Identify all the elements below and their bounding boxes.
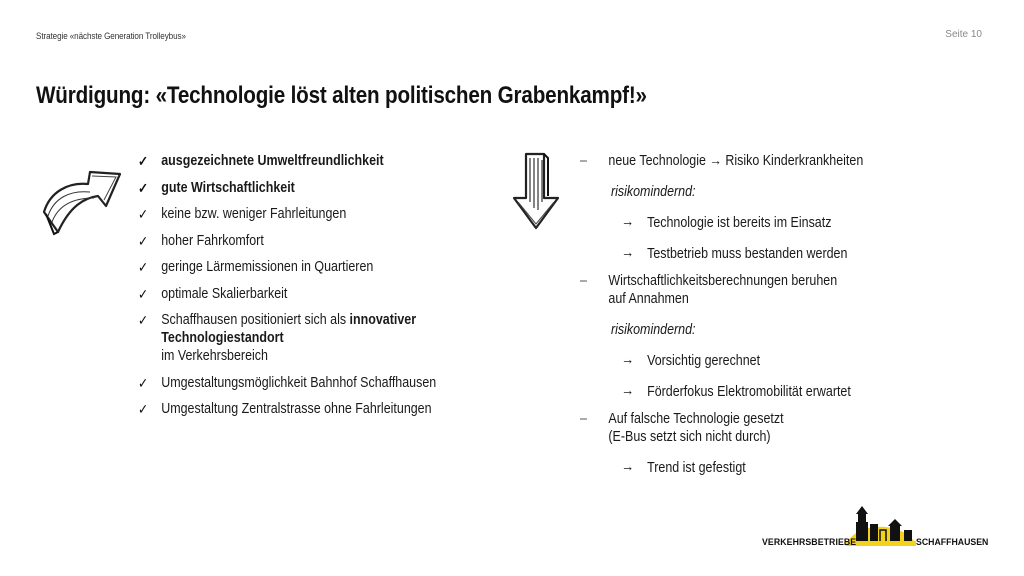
arrow-down-icon [506,150,566,232]
check-icon: ✓ [138,259,149,275]
list-item: ✓ gute Wirtschaftlichkeit [138,179,295,196]
slide-title: Würdigung: «Technologie löst alten politischen Grabenkampf!» [36,82,647,109]
arrow-right-icon: → [621,351,635,368]
risks-list [580,152,920,477]
check-icon: ✓ [138,206,149,222]
risk-item: – Auf falsche Technologie gesetzt (E-Bus setzt sich nicht durch) [580,411,784,445]
risk-item: – Wirtschaftlichkeitsberechnungen beruhen auf Annahmen [580,273,838,307]
list-item: ✓ geringe Lärmemissionen in Quartieren [138,259,374,275]
mitigation-item: → Trend ist gefestigt [621,458,746,476]
mitigation-item: → Vorsichtig gerechnet [621,351,761,369]
list-item: ✓ Umgestaltung Zentralstrasse ohne Fahrleitungen [138,401,432,417]
check-icon: ✓ [138,401,149,417]
mitigation-item: → Förderfokus Elektromobilität erwartet [621,382,851,400]
check-icon: ✓ [138,374,149,391]
mitigation-item: → Testbetrieb muss bestanden werden [621,244,848,262]
arrow-right-icon: → [621,458,635,475]
list-item: ✓ hoher Fahrkomfort [138,232,264,249]
mitigation-item: → Technologie ist bereits im Einsatz [621,213,832,231]
arrow-right-icon: → [621,382,635,399]
arrow-right-icon: → [621,213,635,230]
list-item: ✓ Umgestaltungsmöglichkeit Bahnhof Schaffhausen [138,374,437,391]
check-icon: ✓ [138,232,149,249]
check-icon: ✓ [138,153,149,169]
list-item: ✓ Schaffhausen positioniert sich als innovativer Technologiestandort im Verkehrsbereich [138,312,417,364]
arrow-right-icon: → [621,244,635,261]
advantages-list [138,152,498,427]
risk-item: – neue Technologie → Risiko Kinderkrankheiten [580,153,864,169]
list-item: ✓ keine bzw. weniger Fahrleitungen [138,206,347,222]
check-icon: ✓ [138,179,149,196]
logo-text-left: VERKEHRSBETRIEBE [762,537,857,548]
page-number: Seite 10 [945,29,982,40]
list-item: ✓ ausgezeichnete Umweltfreundlichkeit [138,153,384,169]
arrow-up-icon [40,152,136,240]
list-item: ✓ optimale Skalierbarkeit [138,285,288,302]
check-icon: ✓ [138,312,149,328]
risk-note: risikomindernd: [610,322,696,338]
risk-note: risikomindernd: [610,184,696,200]
logo-text-right: SCHAFFHAUSEN [916,537,989,548]
header-subtitle: Strategie «nächste Generation Trolleybus» [36,31,186,41]
check-icon: ✓ [138,285,149,302]
